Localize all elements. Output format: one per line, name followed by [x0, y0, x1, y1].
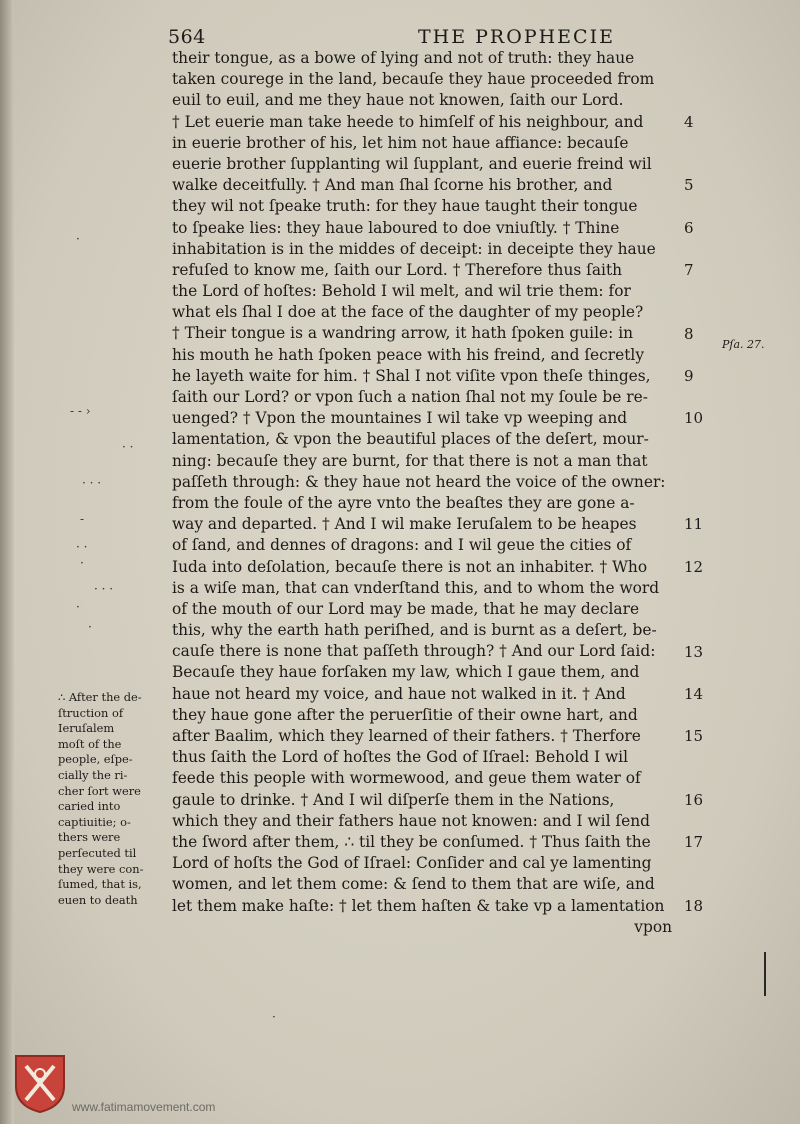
text-line: from the foule of the ayre vnto the beaſtes they are gone a- — [172, 493, 635, 512]
text-line: thus ſaith the Lord of hoſtes the God of Iſrael: Behold I wil — [172, 748, 629, 767]
marginal-note-line: ∴ After the de- — [58, 690, 142, 704]
text-line: women, and let them come: & ſend to them that are wiſe, and — [172, 875, 655, 894]
text-line: ſaith our Lord? or vpon ſuch a nation ſhal not my ſoule be re- — [172, 388, 648, 406]
marginal-note-line: Ieruſalem — [58, 721, 115, 736]
text-line: the ſword after them, ∴ til they be conſumed. † Thus ſaith the — [172, 832, 651, 851]
body-text — [172, 48, 682, 938]
text-line: † Their tongue is a wandring arrow, it hath ſpoken guile: in — [172, 324, 634, 343]
text-line: let them make haſte: † let them haſten & take vp a lamentation — [172, 896, 665, 915]
verse-number: 11 — [684, 515, 704, 534]
text-line: their tongue, as a bowe of lying and not of truth: they haue — [172, 49, 635, 67]
text-line: refuſed to know me, ſaith our Lord. † Therefore thus ſaith — [172, 260, 623, 279]
margin-mark: · · · — [82, 476, 102, 490]
text-line: lamentation, & vpon the beautiful places of the deſert, mour- — [172, 430, 649, 449]
margin-mark: · · · — [94, 582, 114, 596]
text-line: uenged? † Vpon the mountaines I wil take vp weeping and — [172, 409, 628, 428]
verse-number: 6 — [684, 218, 694, 237]
margin-mark: · · — [76, 540, 88, 554]
text-line: † Let euerie man take heede to himſelf of his neighbour, and — [172, 112, 644, 131]
margin-mark: ‐ ‐ › — [70, 404, 91, 418]
side-reference: Pſa. 27. — [722, 338, 765, 351]
verse-number: 12 — [684, 557, 704, 576]
text-line: to ſpeake lies: they haue laboured to doe vniuſtly. † Thine — [172, 218, 620, 237]
text-line: feede this people with wormewood, and geue them water of — [172, 769, 641, 788]
margin-mark: · — [80, 556, 84, 570]
text-line: is a wiſe man, that can vnderſtand this, and to whom the word — [172, 578, 660, 597]
text-line: cauſe there is none that paſſeth through? † And our Lord ſaid: — [172, 642, 656, 661]
marginal-note-line: thers were — [58, 830, 121, 845]
marginal-note-line: ſtruction of — [58, 705, 124, 720]
text-line: euil to euil, and me they haue not knowen, ſaith our Lord. — [172, 91, 624, 110]
text-line: they wil not ſpeake truth: for they haue taught their tongue — [172, 197, 638, 216]
papal-keys-logo — [12, 1052, 68, 1114]
text-line: gaule to drinke. † And I wil diſperſe them in the Nations, — [172, 790, 615, 809]
verse-number: 18 — [684, 897, 704, 915]
text-line: which they and their fathers haue not knowen: and I wil ſend — [172, 811, 650, 830]
verse-number: 9 — [684, 367, 694, 385]
text-line: ning: becauſe they are burnt, for that there is not a man that — [172, 451, 648, 470]
verse-number: 8 — [684, 324, 694, 343]
text-line: Lord of hoſts the God of Iſrael: Conſider and cal ye lamenting — [172, 854, 652, 873]
text-line: taken courege in the land, becauſe they haue proceeded from — [172, 70, 655, 89]
text-line: the Lord of hoſtes: Behold I wil melt, and wil trie them: for — [172, 282, 631, 301]
marginal-note-line: ſumed, that is, — [58, 877, 142, 892]
marginal-note-line: perſecuted til — [58, 845, 137, 860]
verse-number: 4 — [684, 112, 694, 131]
text-line: in euerie brother of his, let him not haue affiance: becauſe — [172, 133, 629, 152]
book-spine-shadow — [0, 0, 14, 1124]
verse-number: 10 — [684, 409, 704, 428]
running-title: THE PROPHECIE — [418, 26, 615, 48]
text-line: his mouth he hath ſpoken peace with his freind, and ſecretly — [172, 345, 645, 364]
verse-number: 16 — [684, 791, 704, 809]
margin-mark: · — [76, 232, 80, 246]
margin-rule — [764, 952, 766, 996]
page-number: 564 — [168, 26, 206, 48]
text-line: haue not heard my voice, and haue not walked in it. † And — [172, 684, 626, 703]
text-line: walke deceitfully. † And man ſhal ſcorne his brother, and — [172, 176, 613, 195]
text-line: way and departed. † And I wil make Ieruſalem to be heapes — [172, 515, 637, 534]
text-line: vpon — [634, 917, 672, 936]
verse-number: 14 — [684, 685, 704, 703]
footer-url[interactable]: www.fatimamovement.com — [72, 1100, 216, 1114]
text-line: what els ſhal I doe at the face of the daughter of my people? — [172, 303, 644, 322]
marginal-note-line: people, eſpe- — [58, 752, 133, 767]
text-line: this, why the earth hath periſhed, and is burnt as a deſert, be- — [172, 621, 657, 640]
margin-mark: · — [272, 1010, 276, 1024]
verse-number: 13 — [684, 642, 704, 661]
text-line: paſſeth through: & they haue not heard the voice of the owner: — [172, 472, 666, 491]
text-line: of ſand, and dennes of dragons: and I wil geue the cities of — [172, 536, 632, 555]
text-line: they haue gone after the peruerſitie of their owne hart, and — [172, 705, 638, 724]
marginal-note-line: euen to death — [58, 892, 138, 907]
verse-number: 15 — [684, 727, 704, 746]
verse-number: 5 — [684, 176, 694, 195]
marginal-note-line: captiuitie; o- — [58, 814, 131, 829]
text-line: after Baalim, which they learned of their fathers. † Therfore — [172, 727, 641, 745]
text-line: Iuda into deſolation, becauſe there is not an inhabiter. † Who — [172, 557, 648, 576]
margin-mark: · — [88, 620, 92, 634]
margin-mark: · — [76, 600, 80, 614]
marginal-note-line: caried into — [58, 799, 121, 814]
marginal-note-line: cially the ri- — [58, 767, 128, 782]
text-line: Becauſe they haue forſaken my law, which I gaue them, and — [172, 663, 640, 682]
text-line: of the mouth of our Lord may be made, that he may declare — [172, 599, 640, 618]
marginal-note — [58, 690, 170, 908]
marginal-note-line: they were con- — [58, 861, 144, 876]
text-line: inhabitation is in the middes of deceipt: in deceipte they haue — [172, 239, 656, 258]
marginal-note-line: moſt of the — [58, 736, 122, 751]
margin-mark: - — [80, 512, 85, 526]
margin-mark: · · — [122, 440, 134, 454]
text-line: euerie brother ſupplanting wil ſupplant, and euerie freind wil — [172, 154, 652, 173]
verse-number: 17 — [684, 833, 704, 852]
marginal-note-line: cher ſort were — [58, 783, 141, 798]
verse-number: 7 — [684, 261, 694, 279]
text-line: he layeth waite for him. † Shal I not viſite vpon theſe thinges, — [172, 366, 651, 385]
